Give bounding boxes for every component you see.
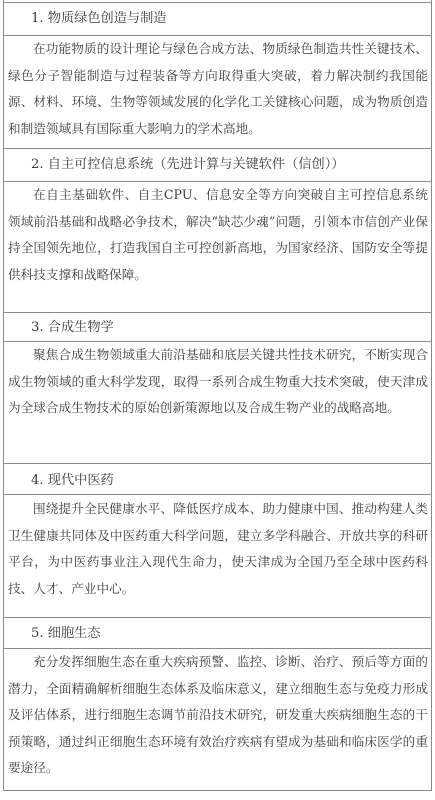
section-body: 围绕提升全民健康水平、降低医疗成本、助力健康中国、推动构建人类卫生健康共同体及中医药重大科学问题，建立多学科融合、开放共享的科研平台，为中医药事业注入现代生命力，使天津成为全国乃至全球中医药科技、人才、产业中心。	[8, 501, 428, 596]
row-divider	[3, 463, 432, 464]
row-divider	[3, 148, 432, 149]
section-body: 充分发挥细胞生态在重大疾病预警、监控、诊断、治疗、预后等方面的潜力，全面精确解析细胞生态体系及临床意义，建立细胞生态与免疫力形成及评估体系，进行细胞生态调节前沿技术研究，研发重大疾病细胞生态的干预策略，通过纠正细胞生态环境有效治疗疾病有望成为基础和临床医学的重要途径。	[8, 654, 428, 775]
table-border-left	[3, 0, 4, 791]
section-heading: 1. 物质绿色创造与制造	[31, 11, 167, 26]
section-body: 在功能物质的设计理论与绿色合成方法、物质绿色制造共性关键技术、绿色分子智能制造与过程装备等方向取得重大突破，着力解决制约我国能源、材料、环境、生物等领域发展的化学化工关键核心问题，成为物质创造和制造领域具有国际重大影响力的学术高地。	[8, 41, 428, 136]
section-heading: 4. 现代中医药	[31, 473, 114, 488]
row-divider	[3, 2, 432, 3]
section-body: 在自主基础软件、自主CPU、信息安全等方向突破自主可控信息系统领域前沿基础和战略必争技术，解决“缺芯少魂”问题，引领本市信创产业保持全国领先地位，打造我国自主可控创新高地，为国家经济、国防安全等提供科技支撑和战略保障。	[8, 187, 428, 282]
table-border-right	[431, 0, 432, 791]
section-heading: 3. 合成生物学	[31, 320, 114, 335]
row-divider	[3, 494, 432, 495]
section-body: 聚焦合成生物领域重大前沿基础和底层关键共性技术研究，不断实现合成生物领域的重大科学发现，取得一系列合成生物重大技术突破，使天津成为全球合成生物技术的原始创新策源地以及合成生物产业的战略高地。	[8, 347, 428, 415]
row-divider	[3, 312, 432, 313]
section-heading: 5. 细胞生态	[31, 626, 101, 641]
section-heading: 2. 自主可控信息系统（先进计算与关键软件（信创））	[31, 157, 345, 172]
row-divider	[3, 617, 432, 618]
table-border-bottom	[3, 790, 432, 791]
